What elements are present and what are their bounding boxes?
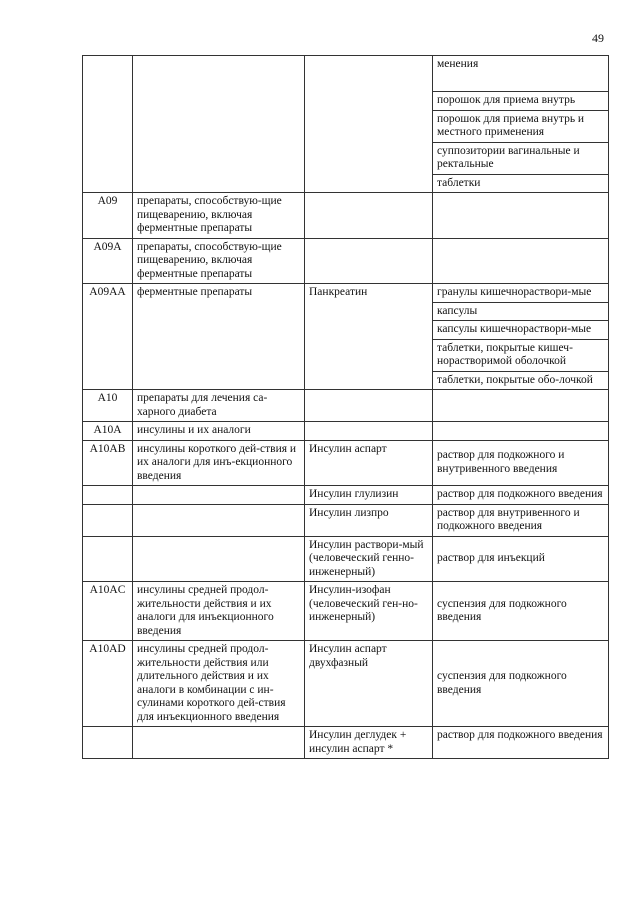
table-row <box>83 56 609 92</box>
dosage-form-cell: суппозитории вагинальные и ректальные <box>433 142 609 174</box>
dosage-form-cell: порошок для приема внутрь и местного применения <box>433 110 609 142</box>
table-row <box>83 641 609 727</box>
atc-code-cell: A09A <box>83 238 133 284</box>
atc-code-cell: A10AB <box>83 440 133 486</box>
group-cell: препараты, способствую-щие пищеварению, включая ферментные препараты <box>133 193 305 239</box>
atc-code-cell <box>83 56 133 193</box>
table-row <box>83 284 609 303</box>
dosage-form-cell <box>433 422 609 441</box>
atc-code-cell: A10A <box>83 422 133 441</box>
table-row <box>83 193 609 239</box>
table-row <box>83 727 609 759</box>
dosage-form-cell: капсулы кишечнораствори-мые <box>433 321 609 340</box>
dosage-form-cell: капсулы <box>433 302 609 321</box>
atc-code-cell: A10AC <box>83 582 133 641</box>
dosage-form-cell: менения <box>433 56 609 92</box>
drug-name-cell <box>305 390 433 422</box>
table-row <box>83 536 609 582</box>
dosage-form-cell: гранулы кишечнораствори-мые <box>433 284 609 303</box>
group-cell <box>133 504 305 536</box>
table-row <box>83 238 609 284</box>
drug-table <box>82 55 609 759</box>
group-cell: препараты, способствую-щие пищеварению, включая ферментные препараты <box>133 238 305 284</box>
table-row <box>83 504 609 536</box>
group-cell: препараты для лечения са-харного диабета <box>133 390 305 422</box>
group-cell <box>133 536 305 582</box>
page-number: 49 <box>592 31 604 45</box>
drug-name-cell: Инсулин раствори-мый (человеческий генно-инженерный) <box>305 536 433 582</box>
group-cell: ферментные препараты <box>133 284 305 390</box>
dosage-form-cell: раствор для внутривенного и подкожного введения <box>433 504 609 536</box>
dosage-form-cell: таблетки, покрытые кишеч-норастворимой оболочкой <box>433 339 609 371</box>
atc-code-cell <box>83 504 133 536</box>
atc-code-cell <box>83 727 133 759</box>
dosage-form-cell: таблетки <box>433 174 609 193</box>
dosage-form-cell: раствор для подкожного введения <box>433 727 609 759</box>
atc-code-cell: A10 <box>83 390 133 422</box>
drug-name-cell <box>305 56 433 193</box>
table-row <box>83 422 609 441</box>
group-cell: инсулины и их аналоги <box>133 422 305 441</box>
dosage-form-cell: суспензия для подкожного введения <box>433 641 609 727</box>
dosage-form-cell <box>433 238 609 284</box>
atc-code-cell: A10AD <box>83 641 133 727</box>
drug-name-cell: Инсулин глулизин <box>305 486 433 505</box>
group-cell: инсулины средней продол-жительности действия и их аналоги для инъекционного введения <box>133 582 305 641</box>
group-cell: инсулины короткого дей-ствия и их аналоги для инъ-екционного введения <box>133 440 305 486</box>
group-cell: инсулины средней продол-жительности действия или длительного действия и их аналоги в комбинации с ин-сулинами короткого дей-ствия для инъекционного введения <box>133 641 305 727</box>
dosage-form-cell: раствор для подкожного и внутривенного введения <box>433 440 609 486</box>
atc-code-cell: A09AA <box>83 284 133 390</box>
atc-code-cell: A09 <box>83 193 133 239</box>
group-cell <box>133 486 305 505</box>
dosage-form-cell: раствор для инъекций <box>433 536 609 582</box>
dosage-form-cell: раствор для подкожного введения <box>433 486 609 505</box>
drug-name-cell: Панкреатин <box>305 284 433 390</box>
dosage-form-cell: порошок для приема внутрь <box>433 92 609 111</box>
dosage-form-cell <box>433 390 609 422</box>
drug-name-cell: Инсулин аспарт двухфазный <box>305 641 433 727</box>
drug-name-cell <box>305 193 433 239</box>
drug-name-cell: Инсулин аспарт <box>305 440 433 486</box>
group-cell <box>133 727 305 759</box>
table-row <box>83 486 609 505</box>
atc-code-cell <box>83 486 133 505</box>
drug-name-cell: Инсулин-изофан (человеческий ген-но-инженерный) <box>305 582 433 641</box>
group-cell <box>133 56 305 193</box>
table-row <box>83 440 609 486</box>
drug-name-cell <box>305 422 433 441</box>
table-row <box>83 582 609 641</box>
dosage-form-cell <box>433 193 609 239</box>
atc-code-cell <box>83 536 133 582</box>
drug-name-cell <box>305 238 433 284</box>
drug-name-cell: Инсулин деглудек + инсулин аспарт * <box>305 727 433 759</box>
table-row <box>83 390 609 422</box>
dosage-form-cell: суспензия для подкожного введения <box>433 582 609 641</box>
drug-name-cell: Инсулин лизпро <box>305 504 433 536</box>
dosage-form-cell: таблетки, покрытые обо-лочкой <box>433 371 609 390</box>
